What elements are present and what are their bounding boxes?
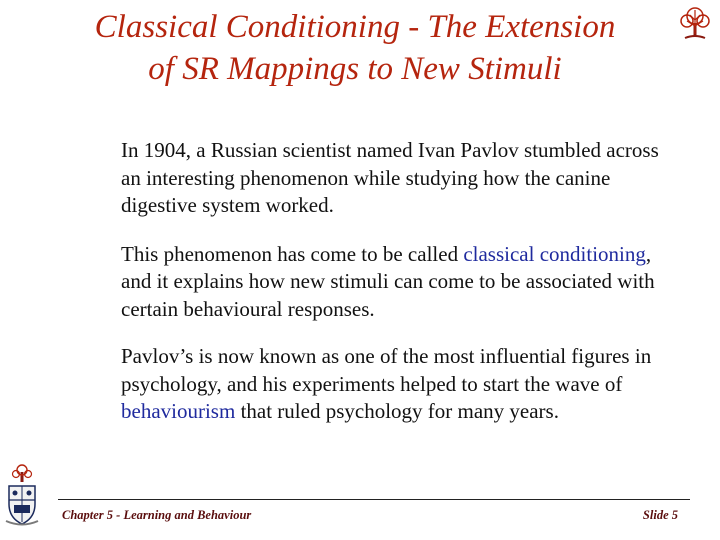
footer-divider [58, 499, 690, 500]
term-classical-conditioning: classical conditioning [463, 241, 646, 266]
footer-chapter: Chapter 5 - Learning and Behaviour [62, 508, 252, 522]
university-crest-icon [4, 464, 40, 528]
paragraph-2-text-after: , and it explains how new stimuli can come to be associated with certain behavioural responses. [121, 241, 655, 321]
footer-slide-number: Slide 5 [642, 508, 678, 522]
paragraph-1-text: In 1904, a Russian scientist named Ivan Pavlov stumbled across an interesting phenomenon while studying how the canine digestive system worked. [121, 138, 659, 217]
paragraph-3 [121, 343, 681, 426]
paragraph-2-text-before: This phenomenon has come to be called [121, 241, 464, 266]
tree-logo-icon [678, 6, 712, 42]
paragraph-3-text-before: Pavlov’s is now known as one of the most influential figures in psychology, and his experiments helped to start the wave of [121, 344, 652, 396]
slide-title-line-2: of SR Mappings to New Stimuli [148, 51, 562, 87]
paragraph-2 [121, 241, 681, 324]
slide-body [121, 137, 681, 447]
paragraph-1 [121, 137, 681, 220]
term-behaviourism: behaviourism [121, 399, 236, 423]
paragraph-3-text-after: that ruled psychology for many years. [235, 399, 559, 423]
slide-title-line-1: Classical Conditioning - The Extension [94, 9, 616, 45]
slide-title [40, 6, 670, 90]
